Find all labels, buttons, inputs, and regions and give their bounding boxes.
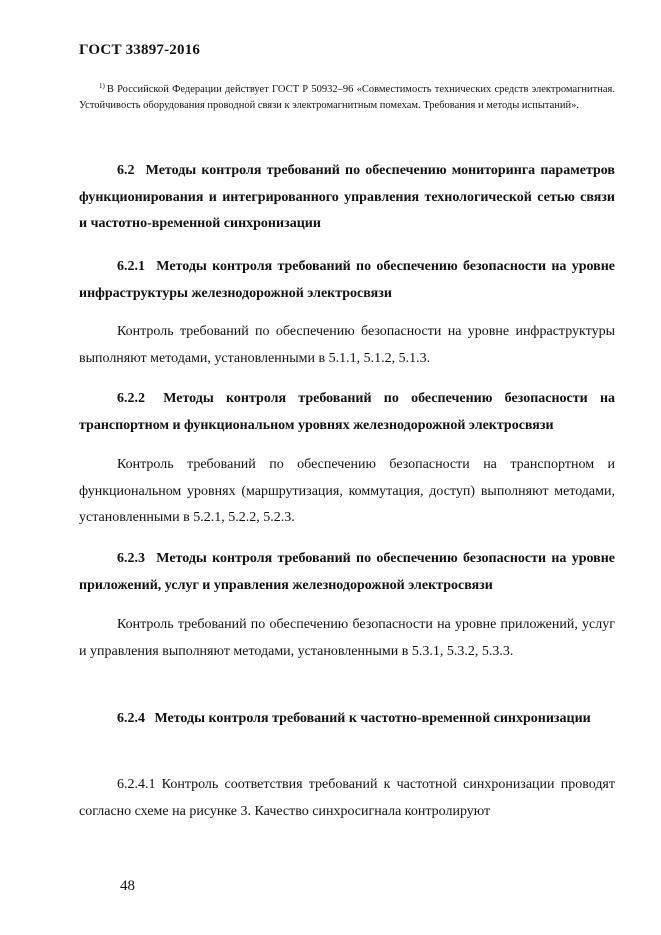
section-6-2-3-paragraph: Контроль требований по обеспечению безопасности на уровне приложений, услуг и управления выполняют методами, установленными в 5.3.1, 5.3.2, 5.3.3. <box>79 617 615 659</box>
section-number: 6.2 <box>117 163 135 178</box>
section-title: Методы контроля требований по обеспечению безопасности на транспортном и функциональном уровнях железнодорожной электросвязи <box>79 391 616 433</box>
footnote <box>79 78 615 114</box>
page-number: 48 <box>120 878 135 894</box>
section-title: Методы контроля требований по обеспечению безопасности на уровне инфраструктуры железнодорожной электросвязи <box>79 259 615 301</box>
footnote-text: В Российской Федерации действует ГОСТ Р 50932–96 «Совместимость технических средств электромагнитная. Устойчивость оборудования проводной связи к электромагнитным помехам. Требования и методы испытаний». <box>79 84 615 111</box>
section-number: 6.2.4 <box>117 711 145 726</box>
section-6-2-heading <box>79 158 615 238</box>
footnote-marker: 1) <box>99 82 105 90</box>
section-number: 6.2.3 <box>117 551 145 566</box>
section-6-2-4-heading <box>79 706 615 733</box>
section-6-2-4-paragraph: 6.2.4.1 Контроль соответствия требований к частотной синхронизации проводят согласно схеме на рисунке 3. Качество синхросигнала контролируют <box>79 777 615 819</box>
section-6-2-2-paragraph: Контроль требований по обеспечению безопасности на транспортном и функциональном уровнях (маршрутизация, коммутация, доступ) выполняют методами, установленными в 5.2.1, 5.2.2, 5.2.3. <box>79 457 615 525</box>
section-6-2-1-heading <box>79 254 615 307</box>
section-6-2-2-heading <box>79 386 615 439</box>
section-title: Методы контроля требований к частотно-временной синхронизации <box>154 711 591 726</box>
section-6-2-1-paragraph: Контроль требований по обеспечению безопасности на уровне инфраструктуры выполняют методами, установленными в 5.1.1, 5.1.2, 5.1.3. <box>79 324 615 366</box>
section-6-2-3-heading <box>79 546 615 599</box>
section-title: Методы контроля требований по обеспечению безопасности на уровне приложений, услуг и управления железнодорожной электросвязи <box>79 551 615 593</box>
section-number: 6.2.1 <box>117 259 145 274</box>
section-title: Методы контроля требований по обеспечению мониторинга параметров функционирования и интегрированного управления технологической сетью связи и частотно-временной синхронизации <box>79 163 615 231</box>
section-number: 6.2.2 <box>117 391 145 406</box>
document-code-header: ГОСТ 33897-2016 <box>79 42 201 58</box>
